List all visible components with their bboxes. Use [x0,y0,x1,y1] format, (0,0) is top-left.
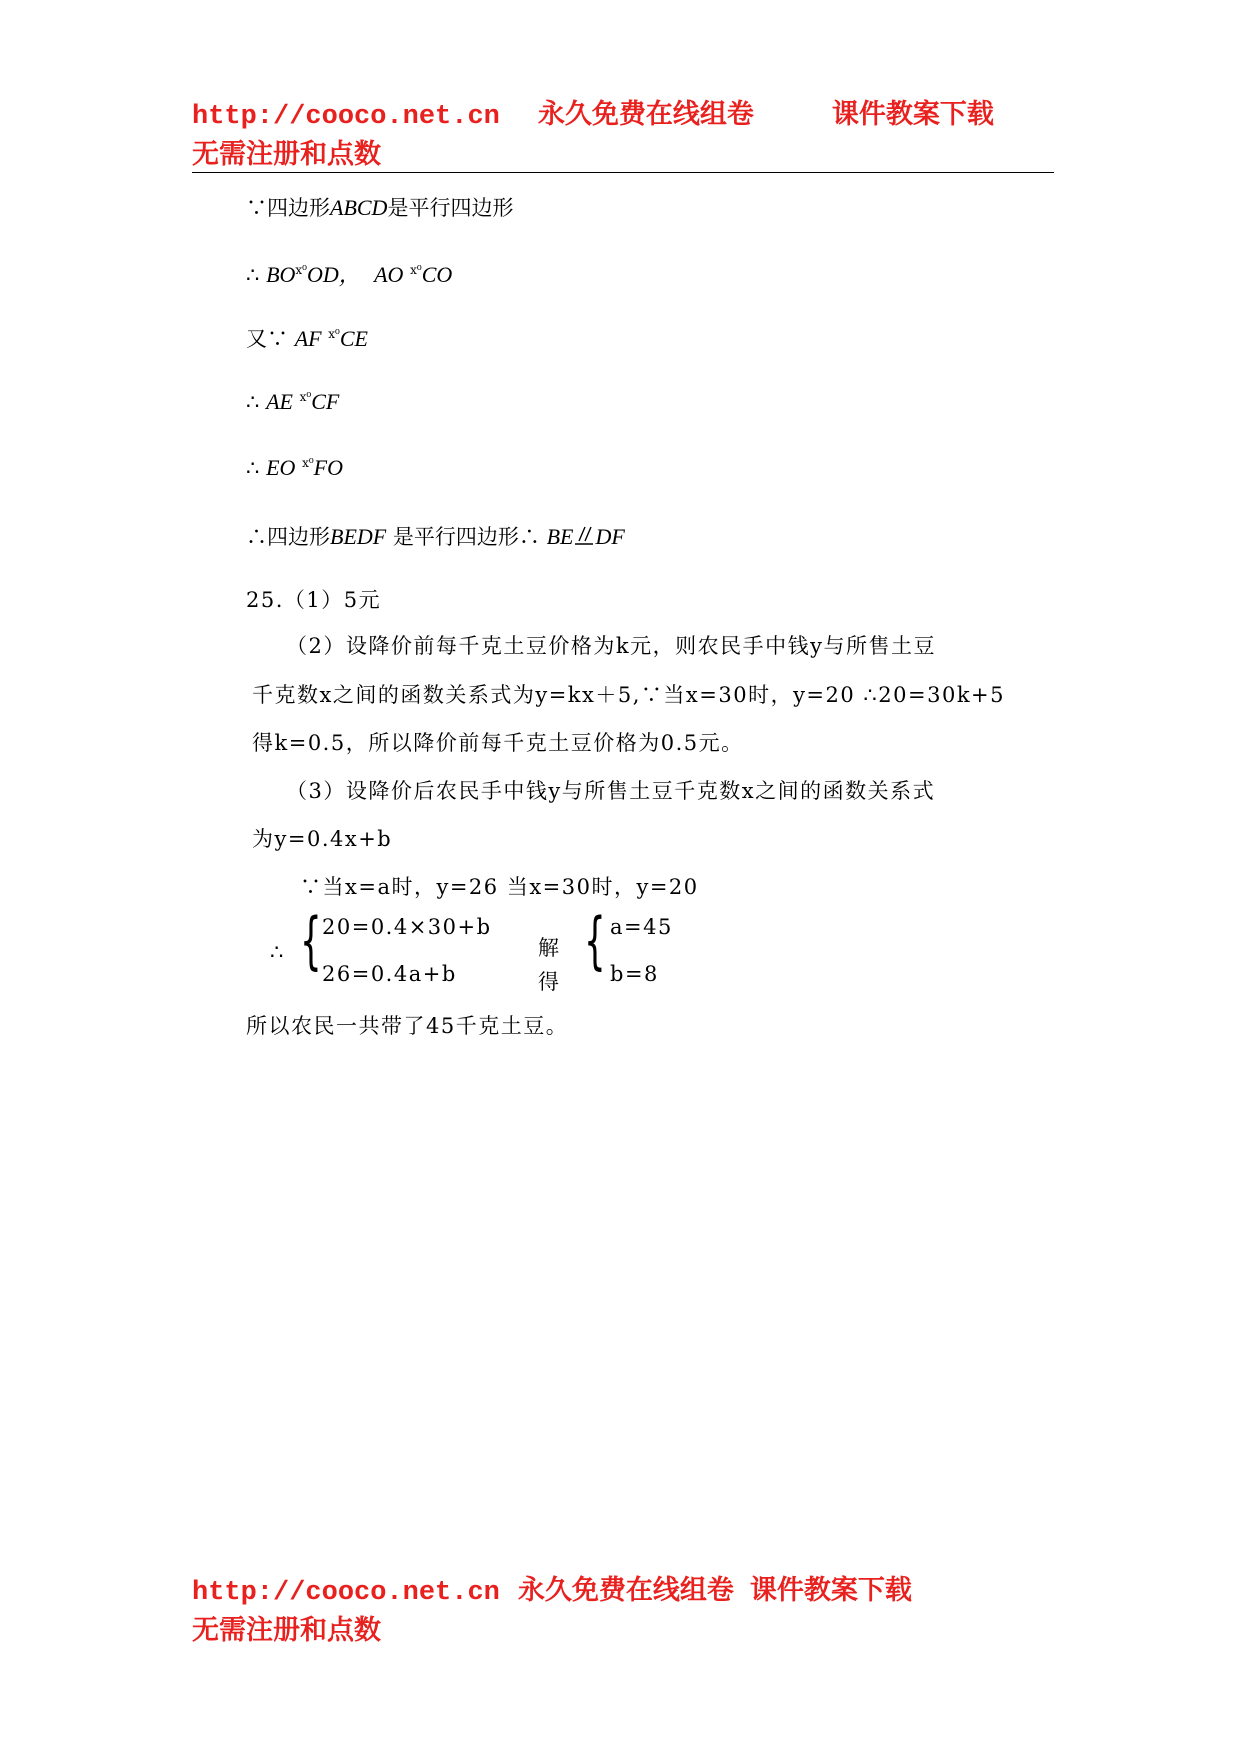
system-eq-1: 20=0.4×30+b [322,915,492,939]
proof-text: 是平行四边形 [387,196,514,220]
system-eq-2: 26=0.4a+b [322,962,457,986]
equals-glyph: ⅹ⁰ [302,456,314,470]
proof-text: 四边形 [267,196,330,220]
footer-line-1 [192,1568,912,1608]
q25-part2-line-2: 千克数x之间的函数关系式为y=kx＋5,∵当x=30时，y=20 ∴20=30k+5 [252,683,1006,707]
math-var: DF [595,524,625,549]
q25-part3-line-1: （3）设降价后农民手中钱y与所售土豆千克数x之间的函数关系式 [286,779,936,803]
math-var: FO [313,455,343,480]
header-divider [192,172,1054,173]
q25-conclusion: 所以农民一共带了45千克土豆。 [246,1014,569,1038]
equals-glyph: ⅹ⁰ [410,263,422,277]
header-line-2: 无需注册和点数 [192,139,381,170]
header-download: 课件教案下载 [831,99,994,130]
therefore-symbol: ∴ [518,525,540,549]
solve-char-2: 得 [538,970,561,994]
proof-text: 是平行四边形 [392,525,519,549]
math-var: CE [339,326,368,351]
proof-line-6 [246,521,625,551]
q25-part3-line-2: 为y=0.4x+b [252,827,393,851]
header-line-1 [192,92,994,132]
left-brace-1: { [300,904,322,977]
because-symbol: ∵ [246,196,267,220]
math-var: EO [266,455,296,480]
parallel-equal-symbol [573,523,595,545]
left-brace-2: { [584,904,606,977]
math-var: AE [266,389,293,414]
equals-glyph: ⅹ⁰ [295,263,307,277]
footer-line-2: 无需注册和点数 [192,1615,381,1646]
proof-text: 四边形 [267,525,330,549]
therefore-symbol: ∴ [246,263,260,287]
q25-part2-line-1: （2）设降价前每千克土豆价格为k元，则农民手中钱y与所售土豆 [286,634,936,658]
solution-a: a=45 [610,915,673,939]
math-var: BE [546,524,574,549]
equals-glyph: ⅹ⁰ [299,390,312,404]
header-slogan: 永久免费在线组卷 [537,99,754,130]
math-var: AO [374,262,404,287]
math-var: BO [266,262,296,287]
proof-line-5 [246,455,343,481]
therefore-symbol: ∴ [246,525,267,549]
therefore-symbol: ∴ [246,390,260,414]
solve-char-1: 解 [538,936,561,960]
math-var: BEDF [330,524,387,549]
solution-b: b=8 [610,962,659,986]
footer-download: 课件教案下载 [749,1575,912,1606]
math-var: CO [421,262,453,287]
proof-line-3 [246,323,368,353]
math-var: AF [294,326,322,351]
proof-text: 又∵ [246,327,288,351]
footer-slogan: 永久免费在线组卷 [517,1575,734,1606]
therefore-symbol: ∴ [246,456,260,480]
equals-glyph: ⅹ⁰ [328,327,340,341]
system-therefore: ∴ [270,940,285,964]
q25-label: 25.（1）5元 [246,588,382,612]
q25-condition: ∵当x=a时，y=26 当x=30时，y=20 [300,875,699,899]
math-var: ABCD [330,195,388,220]
proof-line-2 [246,258,452,289]
footer-url-link[interactable]: http://cooco.net.cn [192,1578,500,1608]
proof-line-1 [246,192,513,222]
math-var: CF [311,389,340,414]
math-var: OD， [306,262,361,287]
q25-part2-line-3: 得k=0.5，所以降价前每千克土豆价格为0.5元。 [252,731,744,755]
proof-line-4 [246,389,339,415]
header-url-link[interactable]: http://cooco.net.cn [192,102,500,132]
